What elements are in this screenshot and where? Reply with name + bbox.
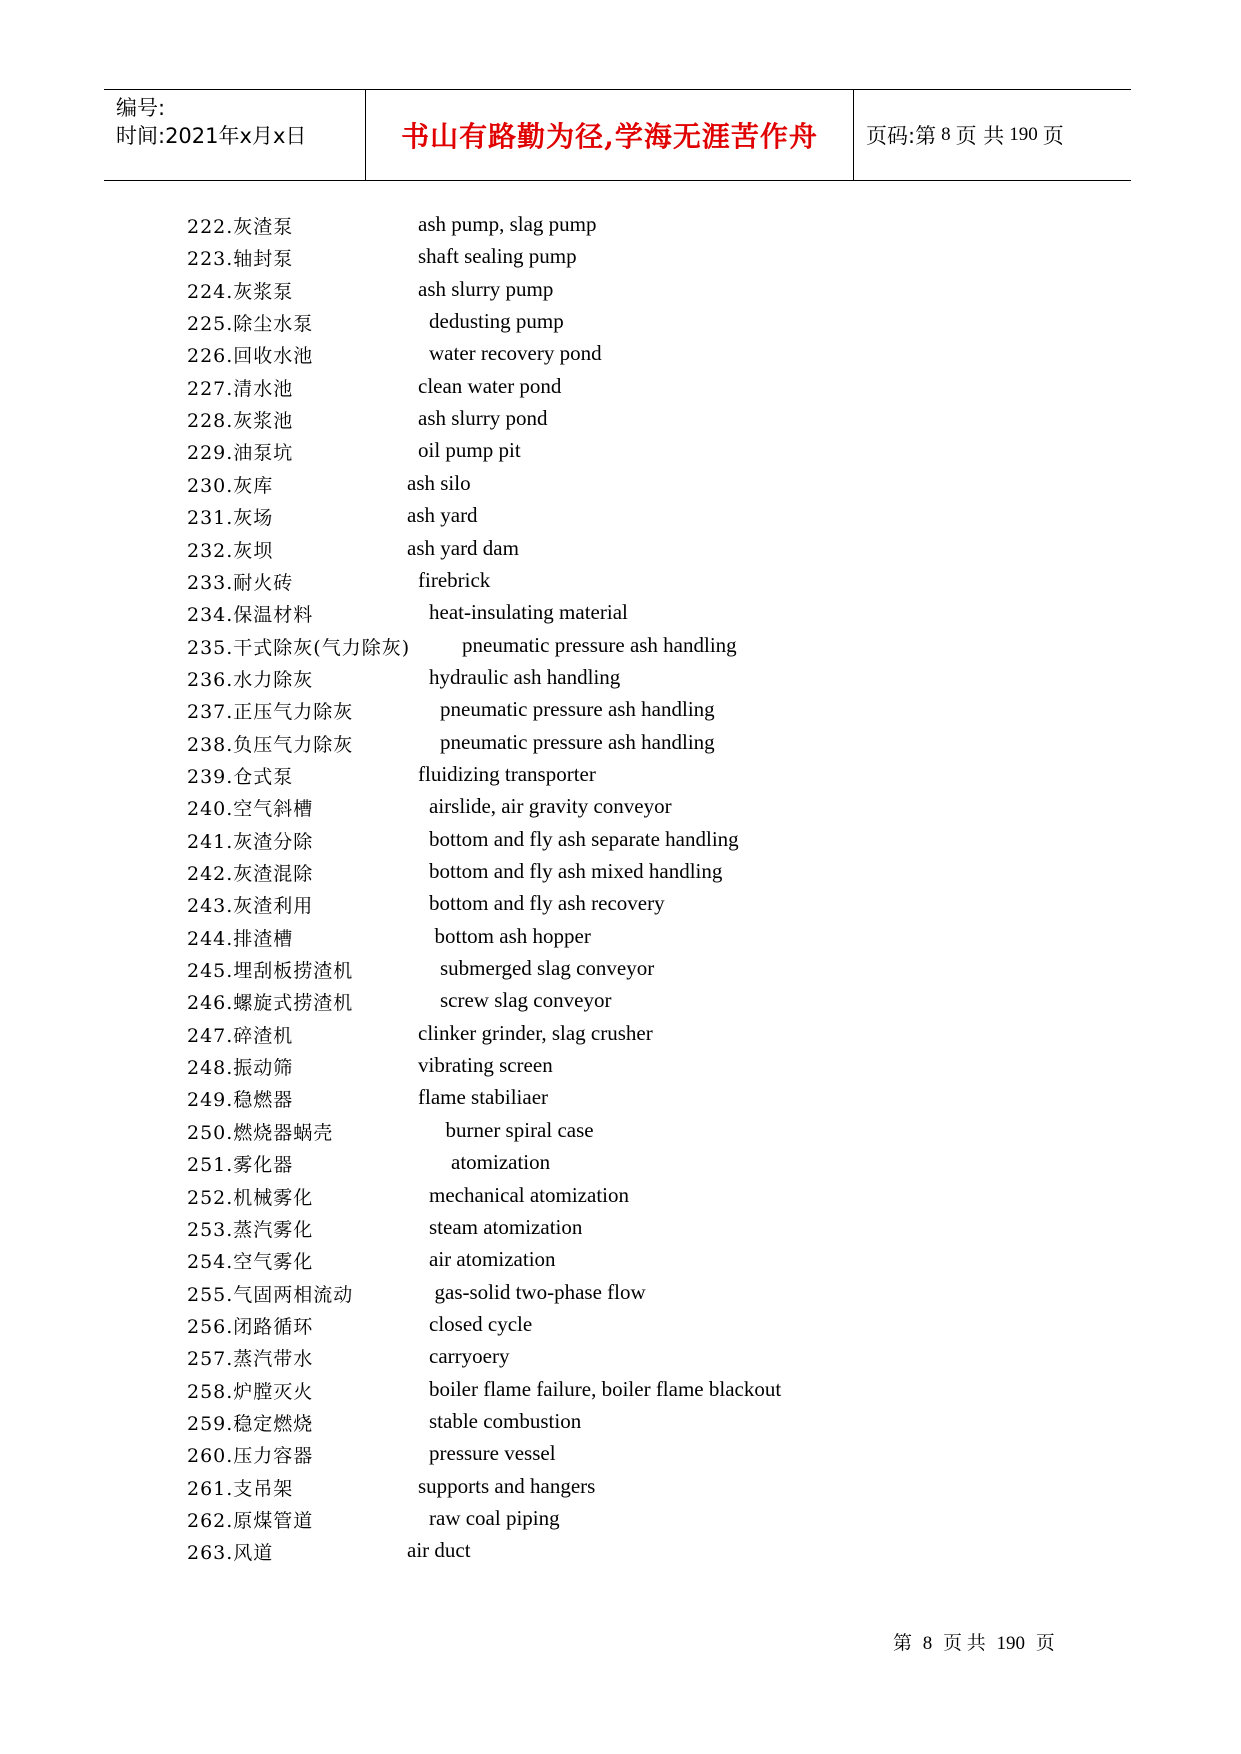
term-chinese: 257.蒸汽带水 [187,1348,314,1371]
header-motto-cell [366,90,854,180]
term-english: firebrick [418,567,491,592]
term-english: bottom and fly ash mixed handling [429,859,723,883]
term-chinese: 255.气固两相流动 [187,1283,354,1306]
glossary-entry [0,1021,1241,1053]
motto-text: 书山有路勤为径,学海无涯苦作舟 [401,120,818,153]
term-english: dedusting pump [429,309,564,334]
term-english: raw coal piping [429,1506,560,1530]
term-english: airslide, air gravity conveyor [429,794,672,819]
term-chinese: 222.灰渣泵 [187,216,294,238]
page-current: 8 [941,124,951,145]
page-label-mid: 页 共 [955,124,1005,148]
term-chinese: 238.负压气力除灰 [187,733,354,756]
glossary-entry [0,1053,1241,1085]
glossary-entry [0,1344,1241,1376]
glossary-entry [0,1085,1241,1117]
glossary-entry [0,730,1241,762]
footer-mid: 页 共 [943,1633,986,1654]
term-chinese: 240.空气斜槽 [187,798,314,821]
term-english: closed cycle [429,1311,533,1336]
glossary-entry [0,956,1241,988]
term-chinese: 232.灰坝 [187,539,274,562]
term-chinese: 224.灰浆泵 [187,280,294,303]
term-chinese: 251.雾化器 [187,1154,294,1177]
term-english: supports and hangers [418,1473,596,1498]
glossary-entry [0,406,1241,438]
term-english: atomization [451,1150,551,1175]
term-english: boiler flame failure, boiler flame blackout [429,1376,782,1401]
term-english: pneumatic pressure ash handling [440,729,715,754]
term-english: steam atomization [429,1214,583,1239]
term-chinese: 252.机械雾化 [187,1186,314,1209]
glossary-entry [0,859,1241,891]
glossary-entry [0,1150,1241,1182]
footer-prefix: 第 [893,1633,913,1654]
page-label-prefix: 页码:第 [866,124,937,148]
term-chinese: 256.闭路循环 [187,1315,314,1338]
term-english: ash slurry pump [418,276,554,301]
term-chinese: 246.螺旋式捞渣机 [187,992,354,1015]
glossary-entry [0,1538,1241,1570]
glossary-entry [0,503,1241,535]
glossary-entry [0,341,1241,373]
glossary-entry [0,1247,1241,1279]
glossary-entry [0,988,1241,1020]
term-chinese: 261.支吊架 [187,1477,294,1500]
term-chinese: 241.灰渣分除 [187,830,314,853]
time-label: 时间:2021年x月x日 [116,124,307,148]
term-chinese: 260.压力容器 [187,1445,314,1468]
term-english: ash silo [407,470,471,495]
term-english: clean water pond [418,373,562,398]
term-chinese: 227.清水池 [187,377,294,400]
term-english: air atomization [429,1247,556,1272]
glossary-entry [0,471,1241,503]
glossary-entry [0,1312,1241,1344]
glossary-entry [0,600,1241,632]
term-chinese: 225.除尘水泵 [187,313,314,336]
glossary-entry [0,1183,1241,1215]
term-english: heat-insulating material [429,600,628,625]
glossary-entry [0,1215,1241,1247]
term-english: vibrating screen [418,1053,553,1078]
term-chinese: 226.回收水池 [187,345,314,368]
term-chinese: 236.水力除灰 [187,668,314,691]
term-english: carryoery [429,1344,510,1369]
term-english: stable combustion [429,1408,582,1433]
term-english: pressure vessel [429,1441,556,1466]
glossary-entry [0,568,1241,600]
glossary-entry [0,374,1241,406]
term-chinese: 259.稳定燃烧 [187,1412,314,1435]
glossary-entry [0,1377,1241,1409]
term-chinese: 229.油泵坑 [187,442,294,465]
header-meta-cell [104,90,366,180]
term-chinese: 250.燃烧器蜗壳 [187,1121,334,1144]
term-english: pneumatic pressure ash handling [440,697,715,722]
term-english: ash slurry pond [418,406,548,431]
glossary-entry [0,665,1241,697]
page-total: 190 [1009,124,1038,145]
header-page-cell [854,90,1131,180]
glossary-entry [0,1280,1241,1312]
term-english: bottom and fly ash recovery [429,891,665,916]
term-english: shaft sealing pump [418,244,577,269]
glossary-entry [0,633,1241,665]
term-chinese: 234.保温材料 [187,604,314,627]
term-chinese: 247.碎渣机 [187,1024,294,1047]
glossary-entry [0,1409,1241,1441]
term-english: clinker grinder, slag crusher [418,1020,653,1045]
term-chinese: 263.风道 [187,1542,274,1565]
term-english: bottom and fly ash separate handling [429,826,739,851]
term-chinese: 230.灰库 [187,474,274,497]
term-chinese: 254.空气雾化 [187,1251,314,1274]
term-chinese: 223.轴封泵 [187,248,294,271]
term-chinese: 244.排渣槽 [187,927,294,950]
footer-page-total: 190 [996,1633,1026,1654]
term-chinese: 242.灰渣混除 [187,863,314,885]
glossary-entry [0,1506,1241,1538]
glossary-entry [0,1474,1241,1506]
term-chinese: 233.耐火砖 [187,571,294,594]
term-english: screw slag conveyor [440,988,612,1013]
term-english: air duct [407,1538,471,1563]
glossary-entry [0,438,1241,470]
term-english: mechanical atomization [429,1182,629,1207]
term-chinese: 245.埋刮板捞渣机 [187,960,354,983]
glossary-entry [0,697,1241,729]
term-chinese: 258.炉膛灭火 [187,1380,314,1403]
glossary-entry [0,309,1241,341]
term-english: flame stabiliaer [418,1085,549,1110]
term-chinese: 237.正压气力除灰 [187,701,354,724]
page-header [104,89,1131,181]
glossary-entry [0,244,1241,276]
term-chinese: 231.灰场 [187,507,274,530]
term-chinese: 253.蒸汽雾化 [187,1218,314,1241]
term-chinese: 243.灰渣利用 [187,895,314,918]
term-english: ash yard dam [407,535,519,560]
term-chinese: 228.灰浆池 [187,410,294,433]
footer-page-current: 8 [922,1633,933,1654]
term-english: hydraulic ash handling [429,664,621,689]
term-chinese: 235.干式除灰(气力除灰) [187,636,411,659]
footer-suffix: 页 [1035,1633,1055,1654]
glossary-entry [0,891,1241,923]
term-english: water recovery pond [429,341,602,366]
term-english: gas-solid two-phase flow [434,1279,646,1304]
glossary-entry [0,536,1241,568]
glossary-entry [0,277,1241,309]
glossary-entry [0,924,1241,956]
glossary-entry [0,1441,1241,1473]
term-english: submerged slag conveyor [440,956,655,981]
page-label-suffix: 页 [1042,124,1064,148]
term-english: ash pump, slag pump [418,212,597,236]
serial-label: 编号: [116,96,166,120]
glossary-entry [0,762,1241,794]
term-english: fluidizing transporter [418,761,596,786]
term-english: ash yard [407,503,478,528]
term-english: bottom ash hopper [434,923,591,948]
term-chinese: 249.稳燃器 [187,1089,294,1112]
term-chinese: 248.振动筛 [187,1057,294,1080]
glossary-entry [0,212,1241,244]
term-english: pneumatic pressure ash handling [462,632,737,657]
term-chinese: 239.仓式泵 [187,765,294,788]
term-english: oil pump pit [418,438,521,463]
glossary-entry [0,827,1241,859]
glossary-entry [0,794,1241,826]
term-chinese: 262.原煤管道 [187,1510,314,1532]
term-english: burner spiral case [445,1117,594,1142]
page-footer [893,1628,1061,1655]
glossary-entry [0,1118,1241,1150]
